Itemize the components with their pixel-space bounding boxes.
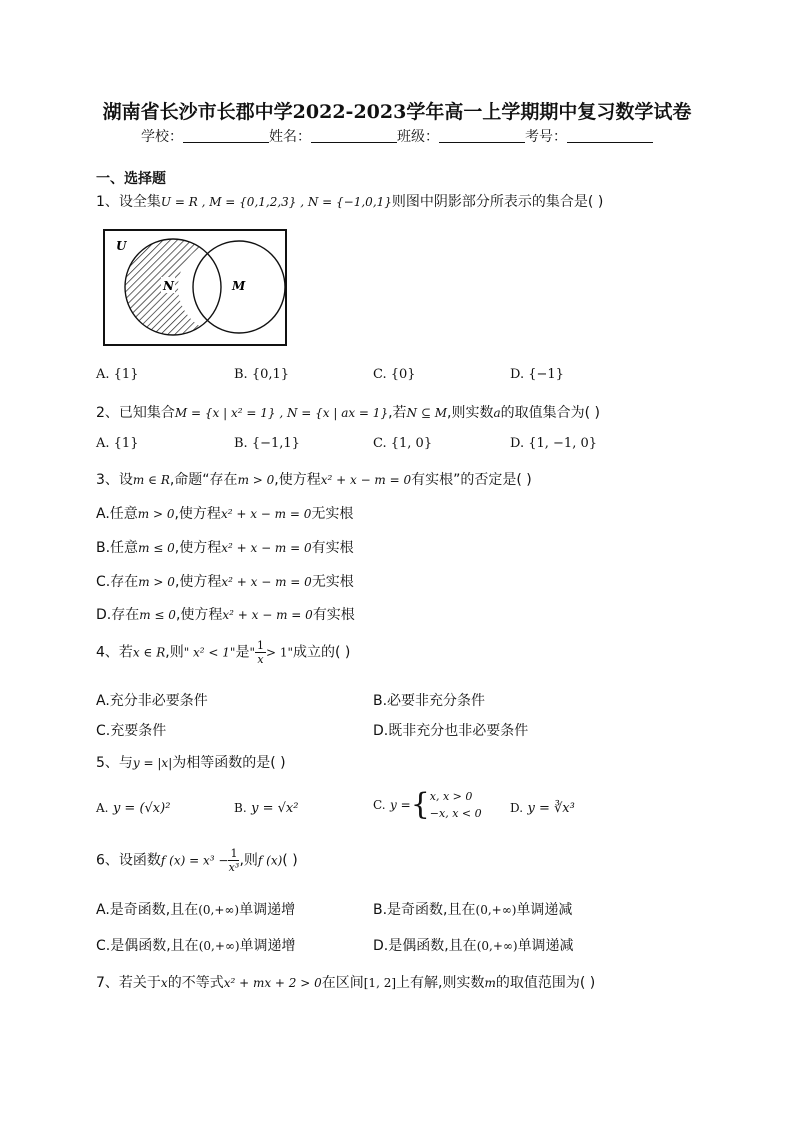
- q5-text-1: 与: [118, 755, 133, 771]
- q6-frac-den: x³: [228, 861, 240, 874]
- q3-text-2: ,命题“存在: [169, 472, 238, 488]
- q6-option-d: [373, 935, 574, 955]
- q6-option-a: [96, 899, 295, 919]
- q3-a-text-1: A.任意: [96, 506, 138, 522]
- student-info-line: [0, 126, 794, 146]
- q2-math-1: M = {x | x² = 1} , N = {x | ax = 1}: [174, 406, 389, 420]
- q2-text-2: ,若: [388, 405, 407, 421]
- q3-c-math-2: x² + x − m = 0: [221, 575, 312, 589]
- q1-number: 1、: [96, 194, 119, 210]
- number-label: 考号：: [525, 129, 567, 145]
- class-label: 班级：: [397, 129, 439, 145]
- q5-b-math: y = √x²: [251, 801, 299, 816]
- q4-quote-open: ": [249, 645, 255, 660]
- q2-option-c: C. {1, 0}: [373, 436, 433, 451]
- q4-math-3: > 1": [265, 645, 294, 660]
- q4-frac-den: x: [257, 653, 264, 666]
- q3-c-text-1: C.存在: [96, 574, 139, 590]
- q2-text-4: 的取值集合为( ): [500, 405, 600, 421]
- q2-math-2: N ⊆ M: [406, 406, 448, 420]
- q6-math-2: f (x): [257, 853, 283, 868]
- q6-d-math: (0,+∞): [476, 939, 518, 953]
- question-4: [96, 639, 350, 666]
- q7-text-4: 上有解,则实数: [396, 975, 485, 991]
- q7-math-2: x² + mx + 2 > 0: [223, 976, 322, 990]
- q7-math-3: [1, 2]: [363, 976, 397, 990]
- q7-number: 7、: [96, 975, 119, 991]
- q3-text-1: 设: [118, 472, 133, 488]
- q3-math-2: m > 0: [237, 473, 275, 487]
- q6-c-math: (0,+∞): [198, 939, 240, 953]
- q4-math-2: " x² < 1": [183, 645, 236, 660]
- q5-d-label: D.: [510, 801, 524, 815]
- q4-option-b: B.必要非充分条件: [373, 693, 486, 709]
- q5-a-label: A.: [96, 801, 109, 815]
- q1-text-2: 则图中阴影部分所表示的集合是( ): [391, 194, 604, 210]
- q7-text-2: 的不等式: [167, 975, 224, 991]
- q3-c-math-1: m > 0: [138, 575, 175, 589]
- q3-a-text-3: 无实根: [311, 506, 354, 522]
- q1-math: U = R , M = {0,1,2,3} , N = {−1,0,1}: [160, 195, 392, 209]
- q4-option-d: D.既非充分也非必要条件: [373, 723, 529, 739]
- q5-a-math: y = (√x)²: [112, 801, 171, 816]
- q5-c-label: C.: [373, 798, 386, 812]
- q5-c-case-1: x, x > 0: [429, 790, 473, 803]
- q5-option-a: [96, 800, 170, 816]
- q3-a-math-2: x² + x − m = 0: [220, 507, 312, 521]
- q7-math-4: m: [484, 976, 496, 990]
- q6-fraction: [228, 847, 239, 874]
- q6-option-b: [373, 899, 572, 919]
- question-2: [96, 402, 600, 422]
- question-5: [96, 752, 286, 772]
- q3-text-4: 有实根”的否定是( ): [411, 472, 532, 488]
- q3-b-math-2: x² + x − m = 0: [221, 541, 312, 555]
- q3-a-math-1: m > 0: [137, 507, 175, 521]
- venn-label-u: U: [116, 239, 127, 253]
- q1-option-c: C. {0}: [373, 367, 416, 382]
- q2-math-3: a: [493, 406, 501, 420]
- q4-text-2: ,则: [165, 644, 184, 661]
- page-title: 湖南省长沙市长郡中学2022-2023学年高一上学期期中复习数学试卷: [102, 101, 692, 123]
- q4-fraction: [255, 639, 266, 666]
- school-label: 学校：: [141, 129, 183, 145]
- q6-b-math: (0,+∞): [475, 903, 517, 917]
- q3-option-c: [96, 571, 354, 591]
- q2-number: 2、: [96, 405, 119, 421]
- question-1: [96, 191, 603, 211]
- q5-c-cases: [430, 788, 482, 822]
- q3-d-math-2: x² + x − m = 0: [222, 608, 313, 622]
- q5-number: 5、: [96, 755, 119, 771]
- q6-number: 6、: [96, 852, 119, 869]
- q3-c-text-2: ,使方程: [174, 574, 222, 590]
- q7-text-5: 的取值范围为( ): [495, 975, 596, 991]
- q5-c-lhs: y =: [390, 798, 411, 812]
- name-label: 姓名：: [269, 129, 311, 145]
- q3-b-text-2: ,使方程: [174, 540, 222, 556]
- q6-math-1: f (x) = x³ −: [160, 853, 229, 868]
- q4-frac-num: 1: [256, 639, 264, 652]
- q3-option-a: [96, 503, 353, 523]
- q4-text-3: 是: [235, 644, 250, 661]
- q6-a-math: (0,+∞): [198, 903, 240, 917]
- q3-d-math-1: m ≤ 0: [139, 608, 176, 622]
- q6-frac-num: 1: [230, 847, 238, 860]
- q5-text-2: 为相等函数的是( ): [172, 755, 286, 771]
- q6-c-text-2: 单调递增: [239, 938, 296, 954]
- q6-text-1: 设函数: [118, 852, 161, 869]
- q1-option-a: A. {1}: [96, 367, 139, 382]
- q6-b-text-1: B.是奇函数,且在: [373, 902, 476, 918]
- number-blank: [567, 128, 653, 143]
- q3-b-math-1: m ≤ 0: [138, 541, 175, 555]
- q5-b-label: B.: [234, 801, 247, 815]
- q3-text-3: ,使方程: [274, 472, 321, 488]
- q6-a-text-1: A.是奇函数,且在: [96, 902, 199, 918]
- q4-option-c: C.充要条件: [96, 723, 167, 739]
- q3-c-text-3: 无实根: [311, 574, 354, 590]
- q4-option-a: A.充分非必要条件: [96, 693, 208, 709]
- name-blank: [311, 128, 397, 143]
- q5-c-case-2: −x, x < 0: [429, 807, 482, 820]
- q3-math-3: x² + x − m = 0: [320, 473, 412, 487]
- q5-option-b: [234, 800, 298, 816]
- q6-text-2: ,则: [239, 852, 258, 869]
- q4-math-1: x ∈ R: [132, 645, 166, 660]
- q5-math-1: y = |x|: [132, 756, 173, 770]
- q3-d-text-3: 有实根: [312, 607, 355, 623]
- q2-text-3: ,则实数: [447, 405, 494, 421]
- q4-number: 4、: [96, 644, 119, 661]
- q2-option-a: A. {1}: [96, 436, 139, 451]
- q1-option-b: B. {0,1}: [234, 367, 290, 382]
- q2-option-d: D. {1, −1, 0}: [510, 436, 598, 451]
- q3-d-text-2: ,使方程: [175, 607, 223, 623]
- q5-c-brace: {: [410, 787, 430, 822]
- q7-text-3: 在区间: [321, 975, 364, 991]
- q1-text-1: 设全集: [118, 194, 161, 210]
- q3-option-d: [96, 604, 355, 624]
- q4-text-1: 若: [118, 644, 133, 661]
- q5-d-math: y = ∛x³: [527, 801, 575, 816]
- question-6: [96, 847, 298, 874]
- q3-number: 3、: [96, 472, 119, 488]
- q6-a-text-2: 单调递增: [239, 902, 296, 918]
- venn-label-n: N: [163, 279, 174, 293]
- q3-a-text-2: ,使方程: [174, 506, 221, 522]
- q5-option-d: [510, 800, 575, 816]
- venn-diagram: [103, 229, 288, 347]
- q2-option-b: B. {−1,1}: [234, 436, 300, 451]
- school-blank: [183, 128, 269, 143]
- q6-option-c: [96, 935, 296, 955]
- q3-d-text-1: D.存在: [96, 607, 140, 623]
- class-blank: [439, 128, 525, 143]
- q6-c-text-1: C.是偶函数,且在: [96, 938, 199, 954]
- q6-d-text-2: 单调递减: [517, 938, 574, 954]
- q7-text-1: 若关于: [118, 975, 161, 991]
- q6-text-3: ( ): [282, 852, 298, 869]
- question-7: [96, 972, 595, 992]
- q4-text-4: 成立的( ): [293, 644, 351, 661]
- q7-math-1: x: [160, 976, 168, 990]
- question-3: [96, 469, 532, 489]
- venn-label-m: M: [232, 279, 246, 293]
- q3-b-text-3: 有实根: [311, 540, 354, 556]
- q3-b-text-1: B.任意: [96, 540, 139, 556]
- q6-b-text-2: 单调递减: [516, 902, 573, 918]
- q3-option-b: [96, 537, 354, 557]
- q5-option-c: [373, 788, 482, 822]
- section-heading: 一、选择题: [96, 171, 166, 187]
- q2-text-1: 已知集合: [118, 405, 175, 421]
- q3-math-1: m ∈ R: [132, 473, 170, 487]
- q1-option-d: D. {−1}: [510, 367, 564, 382]
- q6-d-text-1: D.是偶函数,且在: [373, 938, 477, 954]
